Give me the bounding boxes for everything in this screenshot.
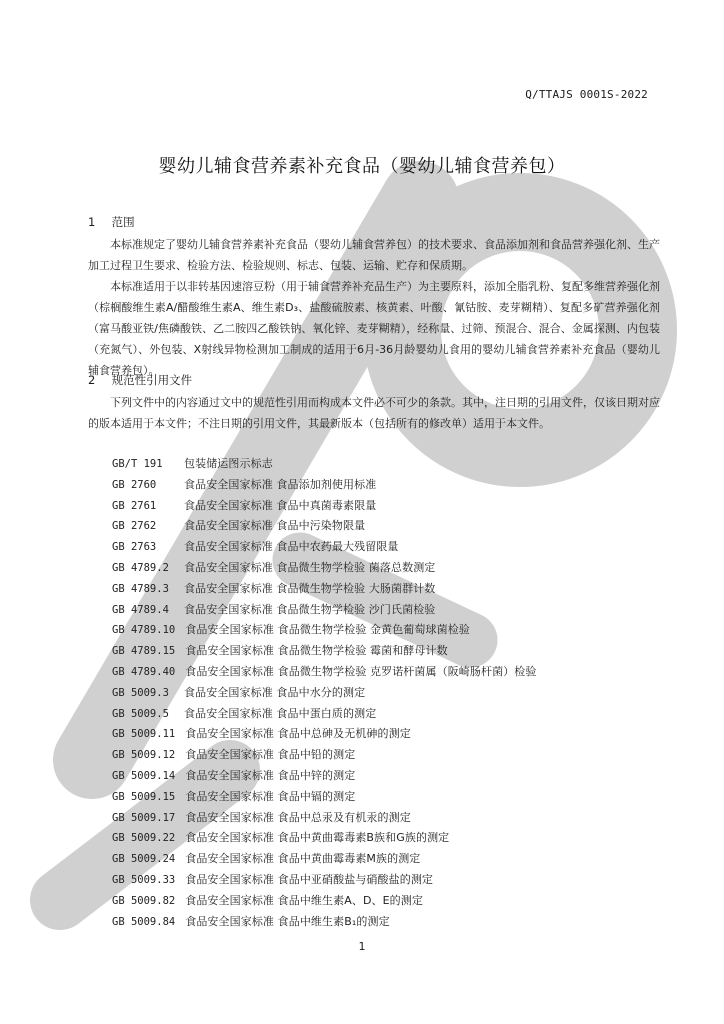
document-title: 婴幼儿辅食营养素补充食品（婴幼儿辅食营养包） [158,156,566,177]
reference-code: GB 5009.3 [112,686,169,699]
reference-title: 食品安全国家标准 食品微生物学检验 霉菌和酵母计数 [185,644,448,658]
reference-item [112,787,537,808]
document-number: Q/TTAJS 0001S-2022 [525,88,648,101]
reference-item [112,828,537,849]
reference-item [112,891,537,912]
reference-code: GB 5009.22 [112,832,176,845]
reference-code: GB 4789.3 [112,582,169,595]
reference-code: GB 5009.12 [112,749,176,762]
reference-item [112,662,537,683]
section-2-heading [88,372,192,388]
reference-code: GB 5009.14 [112,769,176,782]
reference-item [112,849,537,870]
reference-title: 食品安全国家标准 食品微生物学检验 大肠菌群计数 [184,581,436,595]
reference-title: 食品安全国家标准 食品中维生素A、D、E的测定 [185,893,423,907]
reference-item [112,683,537,704]
reference-code: GB 4789.4 [112,603,169,616]
reference-title: 食品安全国家标准 食品中蛋白质的测定 [184,706,377,720]
reference-item [112,558,537,579]
reference-code: GB 2762 [112,520,157,533]
reference-code: GB 5009.33 [112,873,176,886]
reference-item [112,579,537,600]
reference-title: 包装储运图示标志 [184,457,273,470]
section-2-title: 规范性引用文件 [111,373,193,387]
reference-title: 食品安全国家标准 食品微生物学检验 克罗诺杆菌属（阪崎肠杆菌）检验 [185,664,537,678]
reference-item [112,537,537,558]
reference-title: 食品安全国家标准 食品中真菌毒素限量 [184,498,377,512]
reference-item [112,808,537,829]
reference-item [112,454,537,475]
reference-title: 食品安全国家标准 食品中维生素B₁的测定 [185,914,390,928]
reference-code: GB 5009.82 [112,894,176,907]
reference-title: 食品安全国家标准 食品中黄曲霉毒素M族的测定 [185,852,421,866]
scope-paragraph-2: 本标准适用于以非转基因速溶豆粉（用于辅食营养补充品生产）为主要原料，添加全脂乳粉、复配多维营养强化剂（棕榈酸维生素A/醋酸维生素A、维生素D₃、盐酸硫胺素、核黄素、叶酸、氰钴胺、麦芽糊精）、复配多矿营养强化剂（富马酸亚铁/焦磷酸铁、乙二胺四乙酸铁钠、氧化锌、麦芽糊精），经称量、过筛、预混合、混合、金属探测、内包装（充氮气）、外包装、X射线异物检测加工制成的适用于6月-36月龄婴幼儿食用的婴幼儿辅食营养素补充食品（婴幼儿辅食营养包）。 [88,280,660,377]
reference-code: GB 5009.5 [112,707,169,720]
scope-paragraph-1: 本标准规定了婴幼儿辅食营养素补充食品（婴幼儿辅食营养包）的技术要求、食品添加剂和食品营养强化剂、生产加工过程卫生要求、检验方法、检验规则、标志、包装、运输、贮存和保质期。 [88,238,660,272]
reference-item [112,912,537,933]
reference-title: 食品安全国家标准 食品中铅的测定 [185,748,356,762]
reference-code: GB 2763 [112,541,157,554]
reference-item [112,724,537,745]
reference-code: GB 5009.11 [112,728,176,741]
reference-title: 食品安全国家标准 食品中黄曲霉毒素B族和G族的测定 [185,831,450,845]
reference-title: 食品安全国家标准 食品中亚硝酸盐与硝酸盐的测定 [185,872,434,886]
reference-code: GB 5009.15 [112,790,176,803]
reference-code: GB 4789.40 [112,665,176,678]
reference-code: GB 2760 [112,478,157,491]
reference-code: GB 5009.84 [112,915,176,928]
reference-item [112,475,537,496]
reference-title: 食品安全国家标准 食品微生物学检验 金黄色葡萄球菌检验 [185,623,470,637]
reference-item [112,641,537,662]
reference-code: GB 4789.10 [112,624,176,637]
reference-code: GB 2761 [112,499,157,512]
reference-item [112,600,537,621]
reference-code: GB 5009.17 [112,811,176,824]
reference-item [112,870,537,891]
page-number: 1 [358,940,366,953]
reference-title: 食品安全国家标准 食品中镉的测定 [185,789,356,803]
section-1-heading [88,214,135,230]
reference-title: 食品安全国家标准 食品中农药最大残留限量 [184,540,399,554]
reference-item [112,620,537,641]
reference-title: 食品安全国家标准 食品中污染物限量 [184,519,366,533]
reference-title: 食品安全国家标准 食品添加剂使用标准 [184,477,377,491]
reference-code: GB/T 191 [112,458,163,470]
reference-code: GB 4789.2 [112,561,169,574]
reference-item [112,704,537,725]
section-1-title: 范围 [111,215,135,229]
section-1-number: 1 [88,215,96,229]
normative-references-list [112,454,537,932]
reference-title: 食品安全国家标准 食品中总砷及无机砷的测定 [185,727,411,741]
references-intro-paragraph: 下列文件中的内容通过文中的规范性引用而构成本文件必不可少的条款。其中，注日期的引用文件，仅该日期对应的版本适用于本文件；不注日期的引用文件，其最新版本（包括所有的修改单）适用于本文件。 [88,396,660,430]
reference-code: GB 4789.15 [112,645,176,658]
reference-item [112,745,537,766]
reference-code: GB 5009.24 [112,853,176,866]
reference-title: 食品安全国家标准 食品微生物学检验 沙门氏菌检验 [184,602,436,616]
section-2-number: 2 [88,373,96,387]
reference-item [112,766,537,787]
reference-item [112,496,537,517]
reference-title: 食品安全国家标准 食品中水分的测定 [184,685,366,699]
reference-title: 食品安全国家标准 食品中总汞及有机汞的测定 [185,810,411,824]
reference-item [112,516,537,537]
reference-title: 食品安全国家标准 食品中锌的测定 [185,768,356,782]
reference-title: 食品安全国家标准 食品微生物学检验 菌落总数测定 [184,560,436,574]
